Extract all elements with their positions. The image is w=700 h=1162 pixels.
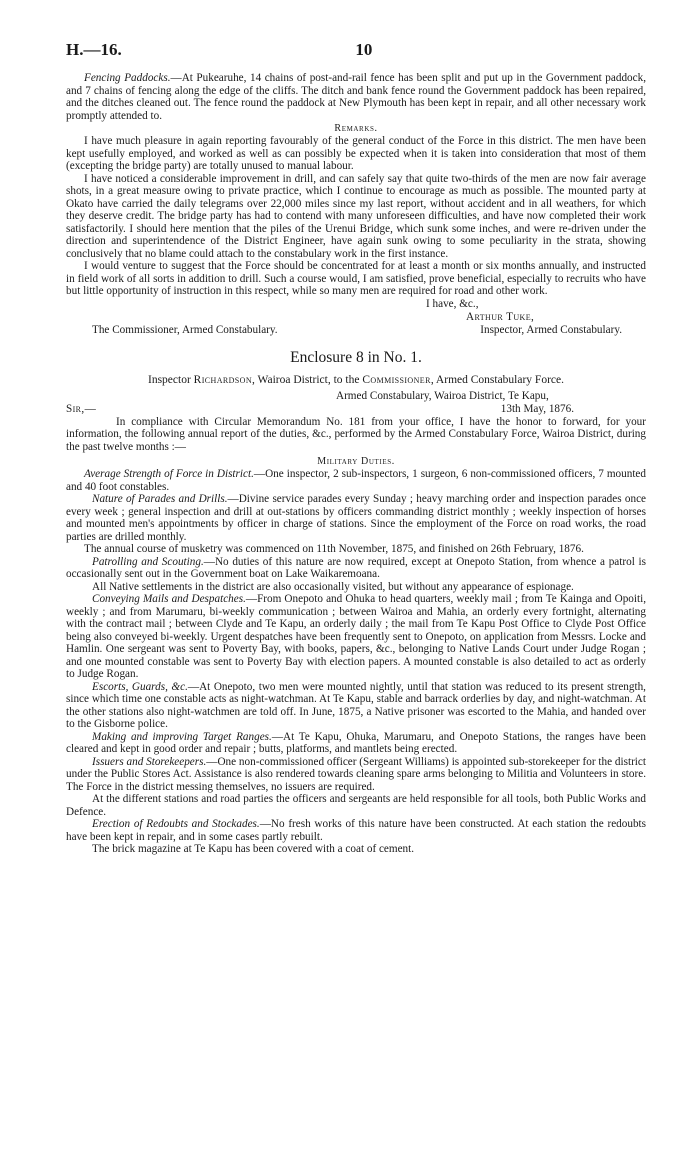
running-head [66,40,646,60]
remarks-heading: Remarks. [334,123,378,134]
intro-paragraph: In compliance with Circular Memorandum No. 181 from your office, I have the honor to forward, for your information, the following annual report of the duties, &c., performed by the Armed Constabulary Force, Wairoa District, during the past twelve months :— [66,415,646,453]
page-number: 10 [355,40,373,59]
section-text: —At Pukearuhe, 14 chains of post-and-rail fence has been split and put up in the Government paddock, and 7 chains of fencing along the edge of the cliffs. The ditch and bank fence round the Government paddock has been repaired, and the ditches cleaned out. The fence round the paddock at New Plymouth has been kept in repair, and all other necessary work promptly attended to. [66,72,646,122]
section-paragraph: The brick magazine at Te Kapu has been covered with a coat of cement. [92,843,415,855]
section-paragraph: Patrolling and Scouting.—No duties of this nature are now required, except at Onepoto Station, from whence a patrol is occasionally sent out in the Government boat on Lake Waikaremoana. [66,555,646,580]
closing-block [66,298,646,337]
document-code: H.—16. [66,40,122,59]
document-page [66,40,646,856]
fencing-paragraph [66,72,646,122]
letter-date: 13th May, 1876. [500,402,574,415]
salutation: Sir,— [66,402,97,415]
remarks-paragraph-2: I have noticed a considerable improvement in drill, and can safely say that quite two-thirds of the men are now fair average shots, in a great measure owing to private practice, which I continue to encourage as much as possible. The mounted party at Okato have carried the daily telegrams over 22,000 miles since my last report, without accident and in all weathers, for which they deserve credit. The bridge party has had to contend with many unforeseen difficulties, and have now completed their work satisfactorily. I should here mention that the piles of the Urenui Bridge, which sunk some inches, and were re-driven under the direction and superintendence of the District Engineer, have again sunk owing to some peculiarity in the strata, showing conclusively that no blame could attach to the constabulary work in the first instance. [66,172,646,260]
section-paragraph: Nature of Parades and Drills.—Divine service parades every Sunday ; heavy marching order and inspection parades once every week ; general inspection and drill at out-stations by officers commanding district monthly ; weekly inspection of horses and mounted men's appointments by officer in charge of stations. Since the employment of the Force on road works, the road parties are drilled monthly. [66,493,646,543]
closing-have: I have, &c., [426,297,479,310]
section-paragraph: Escorts, Guards, &c.—At Onepoto, two men were mounted nightly, until that station was reduced to its present strength, since which time one constable acts as night-watchman. At Te Kapu, stable and barrack orderlies by day, and night-watchman. At the other stations also night-watchmen are told off. In June, 1875, a Native prisoner was escorted to the Mahia, and handed over to the Gisborne police. [66,680,646,730]
section-paragraph: The annual course of musketry was commenced on 11th November, 1875, and finished on 26th February, 1876. [84,543,584,555]
from-block [66,390,646,416]
remarks-paragraph-1: I have much pleasure in again reporting favourably of the general conduct of the Force in this district. The men have been kept usefully employed, and worked as well as can possibly be expected when it is taken into consideration that most of them (excepting the bridge party) are totally unused to manual labour. [66,135,646,172]
section-paragraph: Conveying Mails and Despatches.—From Onepoto and Ohuka to head quarters, weekly mail ; from Te Kainga and Opoiti, weekly ; and from Marumaru, bi-weekly communication ; between Wairoa and Mahia, an orderly every fortnight, alternating with the contract mail ; between Clyde and Te Kapu, an orderly daily ; the mail from Te Kapu Post Office to Clyde Post Office being also conveyed bi-weekly. Urgent despatches have been frequently sent to Onepoto, on application from Messrs. Locke and Hamlin. One sergeant was sent to Poverty Bay, with books, papers, &c., belonging to Native Lands Court under Judge Rogan ; and one mounted constable was sent to Poverty Bay with election papers. A mounted constable is also detailed to act as orderly to Judge Rogan. [66,593,646,680]
from-line: Armed Constabulary, Wairoa District, Te Kapu, [336,389,549,402]
signatory-title: Inspector, Armed Constabulary. [480,323,622,336]
section-paragraph: Average Strength of Force in District.—One inspector, 2 sub-inspectors, 1 surgeon, 6 non-commissioned officers, 7 mounted and 40 foot constables. [66,468,646,493]
military-duties-heading: Military Duties. [317,456,395,467]
section-paragraph: Making and improving Target Ranges.—At Te Kapu, Ohuka, Marumaru, and Onepoto Stations, the ranges have been cleared and kept in good order and repair ; butts, platforms, and mantlets being erected. [66,730,647,755]
section-title: Fencing Paddocks. [84,72,171,84]
section-paragraph: Erection of Redoubts and Stockades.—No fresh works of this nature have been constructed. At each station the redoubts have been kept in repair, and in some cases partly rebuilt. [66,818,646,843]
enclosure-address: Inspector Richardson, Wairoa District, to the Commissioner, Armed Constabulary Force. [147,373,564,386]
section-paragraph: Issuers and Storekeepers.—One non-commissioned officer (Sergeant Williams) is appointed sub-storekeeper for the district under the Public Stores Act. Assistance is also rendered towards cleaning spare arms belonging to Militia and Volunteers in store. The Force in the district messing themselves, no issuers are required. [66,755,646,793]
remarks-paragraph-3: I would venture to suggest that the Force should be concentrated for at least a month or six months annually, and instructed in field work of all sorts in addition to drill. Such a course would, I am satisfied, prove beneficial, especially to recruits who have but little opportunity of instruction in this respect, while so many men are required for road and other work. [66,260,646,297]
section-paragraph: All Native settlements in the district are also occasionally visited, but without any appearance of espionage. [92,580,574,593]
enclosure-title: Enclosure 8 in No. 1. [290,348,422,366]
signature-name: Arthur Tuke, [466,310,535,323]
section-paragraph: At the different stations and road parties the officers and sergeants are held responsible for all tools, both Public Works and Defence. [66,793,646,818]
addressee: The Commissioner, Armed Constabulary. [92,323,278,336]
